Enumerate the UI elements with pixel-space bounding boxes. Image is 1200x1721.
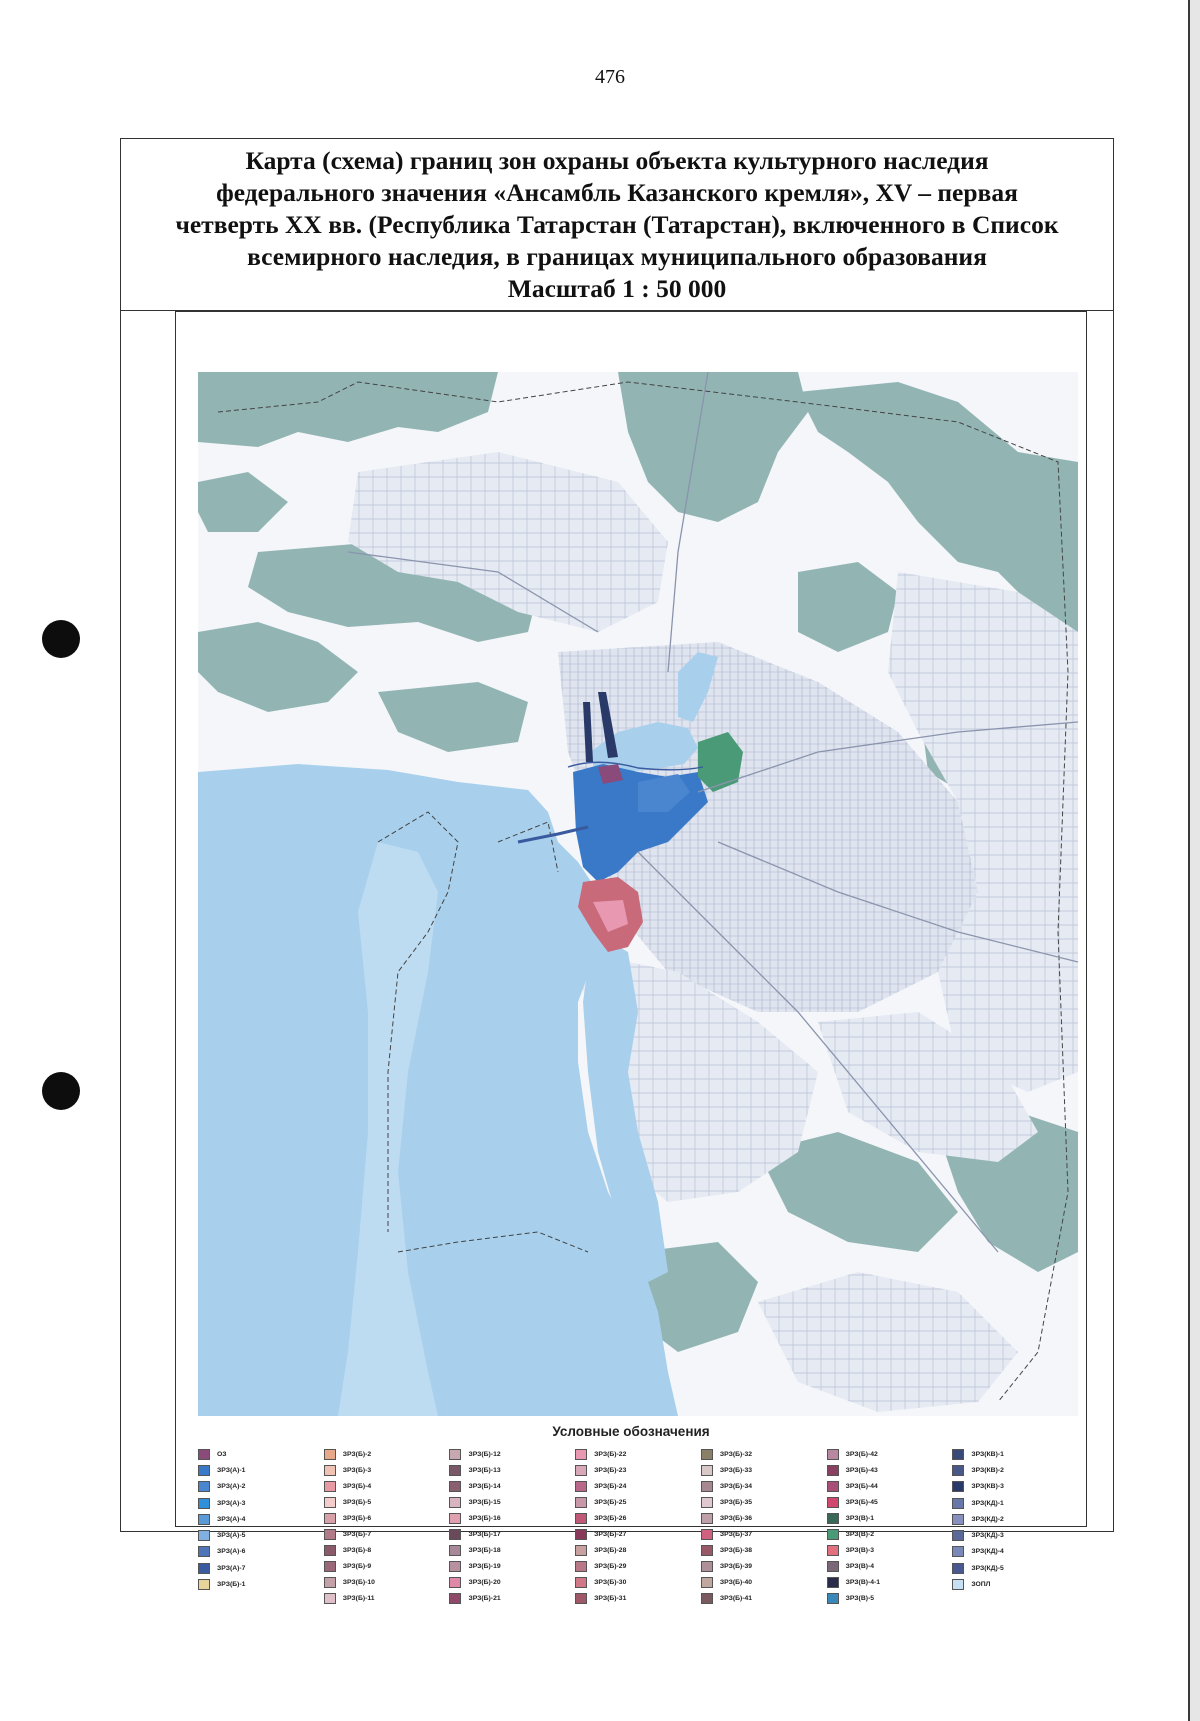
legend-swatch [575,1529,587,1540]
legend-item [575,1590,701,1606]
legend-item [324,1478,450,1494]
legend-item [952,1511,1078,1527]
legend-swatch [324,1449,336,1460]
legend-swatch [324,1577,336,1588]
legend-swatch [575,1465,587,1476]
legend-item [324,1446,450,1462]
legend-item [952,1544,1078,1560]
legend-swatch [952,1546,964,1557]
legend-swatch [952,1449,964,1460]
legend-swatch [198,1449,210,1460]
page-number: 476 [595,66,625,88]
legend-label: ЗРЗ(КВ)-1 [971,1450,1004,1458]
legend-item [952,1495,1078,1511]
legend-item [827,1574,953,1590]
title-line-4: всемирного наследия, в границах муниципального образования [247,241,987,271]
legend-swatch [701,1465,713,1476]
legend-swatch [575,1513,587,1524]
map-legend [198,1446,1078,1606]
legend-item [701,1510,827,1526]
map-scale: Масштаб 1 : 50 000 [507,273,727,303]
legend-swatch [449,1593,461,1604]
legend-item [575,1574,701,1590]
legend-swatch [198,1498,210,1509]
legend-label: ЗРЗ(А)-4 [217,1515,246,1523]
punch-hole-upper [42,620,80,658]
legend-label: ЗРЗ(Б)-24 [594,1482,627,1490]
punch-hole-lower [42,1072,80,1110]
legend-item [827,1558,953,1574]
legend-label: ЗРЗ(Б)-12 [468,1450,501,1458]
legend-swatch [827,1465,839,1476]
legend-label: ЗРЗ(Б)-15 [468,1498,501,1506]
legend-column [198,1446,324,1606]
legend-item [952,1446,1078,1462]
legend-swatch [701,1481,713,1492]
legend-label: ЗРЗ(В)-1 [845,1514,875,1522]
legend-label: ЗРЗ(КВ)-2 [971,1466,1004,1474]
legend-swatch [701,1497,713,1508]
legend-label: ЗРЗ(Б)-8 [342,1546,372,1554]
legend-label: ЗРЗ(А)-3 [217,1499,246,1507]
legend-label: ЗРЗ(Б)-20 [468,1578,501,1586]
legend-item [952,1462,1078,1478]
legend-item [324,1510,450,1526]
title-line-2: федерального значения «Ансамбль Казанского кремля», XV – первая [216,177,1018,207]
legend-swatch [575,1449,587,1460]
legend-swatch [449,1545,461,1556]
legend-item [701,1542,827,1558]
legend-label: ЗРЗ(Б)-1 [217,1581,246,1589]
legend-item [198,1560,324,1576]
legend-label: ЗРЗ(Б)-21 [468,1594,501,1602]
legend-item [827,1542,953,1558]
legend-swatch [952,1498,964,1509]
legend-label: ЗРЗ(Б)-44 [845,1482,878,1490]
legend-swatch [827,1449,839,1460]
legend-column [324,1446,450,1606]
legend-label: ЗРЗ(А)-1 [217,1466,246,1474]
legend-swatch [827,1497,839,1508]
legend-label: ЗРЗ(Б)-42 [845,1450,878,1458]
legend-label: ЗРЗ(Б)-27 [594,1530,627,1538]
legend-label: ЗРЗ(В)-4 [845,1562,875,1570]
legend-label: ОЗ [217,1450,227,1458]
legend-swatch [701,1593,713,1604]
legend-item [827,1526,953,1542]
legend-item [198,1511,324,1527]
legend-item [324,1542,450,1558]
legend-item [575,1494,701,1510]
legend-item [449,1446,575,1462]
legend-item [198,1544,324,1560]
city-map [198,372,1078,1416]
sheet-edge [1188,0,1200,1721]
legend-item [701,1478,827,1494]
legend-item [324,1558,450,1574]
legend-item [701,1558,827,1574]
legend-item [952,1479,1078,1495]
legend-swatch [575,1577,587,1588]
legend-item [701,1494,827,1510]
legend-item [449,1510,575,1526]
legend-label: ЗРЗ(Б)-6 [342,1514,372,1522]
legend-label: ЗРЗ(Б)-4 [342,1482,372,1490]
legend-swatch [198,1579,210,1590]
legend-swatch [324,1513,336,1524]
legend-item [449,1590,575,1606]
legend-item [324,1494,450,1510]
legend-label: ЗРЗ(Б)-36 [719,1514,753,1522]
legend-label: ЗРЗ(Б)-9 [342,1562,372,1570]
legend-label: ЗРЗ(Б)-30 [594,1578,627,1586]
legend-swatch [449,1449,461,1460]
legend-swatch [575,1497,587,1508]
legend-column [827,1446,953,1606]
legend-label: ЗРЗ(Б)-29 [594,1562,627,1570]
legend-item [198,1446,324,1462]
legend-label: ЗРЗ(Б)-40 [719,1578,753,1586]
legend-label: ЗРЗ(Б)-31 [594,1594,627,1602]
legend-swatch [827,1545,839,1556]
legend-label: ЗРЗ(В)-4-1 [845,1578,881,1586]
legend-item [575,1558,701,1574]
legend-item [827,1462,953,1478]
legend-label: ЗРЗ(В)-2 [845,1530,875,1538]
legend-swatch [701,1449,713,1460]
legend-item [449,1526,575,1542]
legend-label: ЗРЗ(Б)-3 [342,1466,372,1474]
legend-swatch [449,1465,461,1476]
legend-item [449,1574,575,1590]
legend-swatch [324,1561,336,1572]
legend-item [449,1462,575,1478]
legend-label: ЗРЗ(Б)-38 [719,1546,753,1554]
legend-item [198,1495,324,1511]
legend-swatch [449,1513,461,1524]
legend-item [952,1576,1078,1592]
legend-item [449,1494,575,1510]
legend-label: ЗРЗ(Б)-34 [719,1482,753,1490]
legend-item [575,1542,701,1558]
legend-swatch [324,1465,336,1476]
legend-swatch [952,1465,964,1476]
legend-item [198,1462,324,1478]
legend-item [198,1527,324,1543]
legend-swatch [449,1577,461,1588]
legend-item [701,1462,827,1478]
legend-column [575,1446,701,1606]
legend-item [701,1574,827,1590]
legend-label: ЗРЗ(Б)-43 [845,1466,878,1474]
legend-item [449,1542,575,1558]
legend-swatch [324,1497,336,1508]
legend-swatch [198,1465,210,1476]
legend-label: ЗРЗ(Б)-13 [468,1466,501,1474]
legend-swatch [575,1545,587,1556]
legend-item [701,1446,827,1462]
legend-label: ЗРЗ(Б)-39 [719,1562,753,1570]
legend-item [827,1446,953,1462]
legend-item [827,1510,953,1526]
legend-swatch [952,1563,964,1574]
legend-label: ЗРЗ(Б)-17 [468,1530,501,1538]
legend-label: ЗРЗ(Б)-23 [594,1466,627,1474]
legend-column [701,1446,827,1606]
legend-label: ЗРЗ(КД)-5 [971,1564,1004,1572]
title-line-1: Карта (схема) границ зон охраны объекта культурного наследия [245,145,989,175]
legend-item [952,1560,1078,1576]
legend-label: ЗРЗ(Б)-7 [342,1530,372,1538]
legend-item [198,1479,324,1495]
legend-title: Условные обозначения [552,1424,710,1439]
legend-item [575,1446,701,1462]
legend-swatch [701,1561,713,1572]
legend-swatch [827,1561,839,1572]
legend-item [324,1526,450,1542]
legend-swatch [952,1481,964,1492]
legend-swatch [198,1546,210,1557]
legend-swatch [827,1481,839,1492]
legend-label: ЗРЗ(КД)-4 [971,1548,1004,1556]
legend-item [449,1558,575,1574]
legend-swatch [701,1513,713,1524]
legend-swatch [198,1530,210,1541]
legend-label: ЗРЗ(КВ)-3 [971,1483,1004,1491]
legend-column [449,1446,575,1606]
legend-swatch [952,1579,964,1590]
title-block [121,139,1113,311]
legend-swatch [449,1497,461,1508]
legend-label: ЗРЗ(Б)-41 [719,1594,753,1602]
legend-swatch [827,1529,839,1540]
legend-label: ЗРЗ(КД)-2 [971,1515,1004,1523]
legend-swatch [952,1530,964,1541]
legend-swatch [827,1577,839,1588]
legend-swatch [324,1481,336,1492]
legend-label: ЗРЗ(Б)-33 [719,1466,753,1474]
legend-label: ЗРЗ(Б)-25 [594,1498,627,1506]
legend-label: ЗРЗ(Б)-32 [719,1450,753,1458]
legend-swatch [198,1563,210,1574]
legend-label: ЗРЗ(А)-5 [217,1532,246,1540]
legend-label: ЗРЗ(В)-5 [845,1594,875,1602]
legend-swatch [449,1529,461,1540]
legend-label: ЗРЗ(Б)-10 [342,1578,375,1586]
legend-swatch [324,1593,336,1604]
legend-item [575,1526,701,1542]
legend-label: ЗРЗ(КД)-1 [971,1499,1004,1507]
legend-swatch [701,1577,713,1588]
legend-label: ЗРЗ(А)-2 [217,1483,246,1491]
legend-swatch [449,1561,461,1572]
legend-label: ЗРЗ(Б)-35 [719,1498,753,1506]
legend-item [575,1462,701,1478]
legend-label: ЗРЗ(Б)-18 [468,1546,501,1554]
legend-item [701,1526,827,1542]
document-frame [120,138,1114,1602]
legend-label: ЗРЗ(Б)-22 [594,1450,627,1458]
legend-item [324,1574,450,1590]
legend-item [449,1478,575,1494]
legend-swatch [449,1481,461,1492]
legend-label: ЗРЗ(Б)-37 [719,1530,753,1538]
legend-item [827,1494,953,1510]
legend-swatch [575,1561,587,1572]
legend-swatch [198,1481,210,1492]
legend-swatch [324,1545,336,1556]
legend-swatch [952,1514,964,1525]
legend-swatch [575,1593,587,1604]
legend-item [575,1510,701,1526]
legend-item [324,1590,450,1606]
legend-swatch [827,1593,839,1604]
legend-label: ЗРЗ(Б)-16 [468,1514,501,1522]
legend-item [827,1478,953,1494]
legend-item [827,1590,953,1606]
legend-label: ЗРЗ(Б)-5 [342,1498,372,1506]
legend-label: ЗОПЛ [971,1581,991,1589]
legend-label: ЗРЗ(Б)-28 [594,1546,627,1554]
legend-swatch [827,1513,839,1524]
legend-swatch [701,1545,713,1556]
legend-swatch [324,1529,336,1540]
legend-label: ЗРЗ(Б)-14 [468,1482,501,1490]
legend-item [575,1478,701,1494]
legend-swatch [701,1529,713,1540]
legend-item [198,1576,324,1592]
legend-column [952,1446,1078,1606]
title-line-3: четверть XX вв. (Республика Татарстан (Татарстан), включенного в Список [175,209,1059,239]
legend-swatch [575,1481,587,1492]
legend-label: ЗРЗ(КД)-3 [971,1532,1004,1540]
legend-label: ЗРЗ(Б)-11 [342,1594,375,1602]
legend-label: ЗРЗ(Б)-26 [594,1514,627,1522]
legend-label: ЗРЗ(Б)-45 [845,1498,878,1506]
legend-item [952,1527,1078,1543]
legend-label: ЗРЗ(А)-7 [217,1564,246,1572]
legend-label: ЗРЗ(Б)-2 [342,1450,372,1458]
legend-item [701,1590,827,1606]
legend-label: ЗРЗ(Б)-19 [468,1562,501,1570]
legend-label: ЗРЗ(А)-6 [217,1548,246,1556]
legend-label: ЗРЗ(В)-3 [845,1546,875,1554]
legend-swatch [198,1514,210,1525]
map-panel [175,311,1087,1602]
legend-item [324,1462,450,1478]
